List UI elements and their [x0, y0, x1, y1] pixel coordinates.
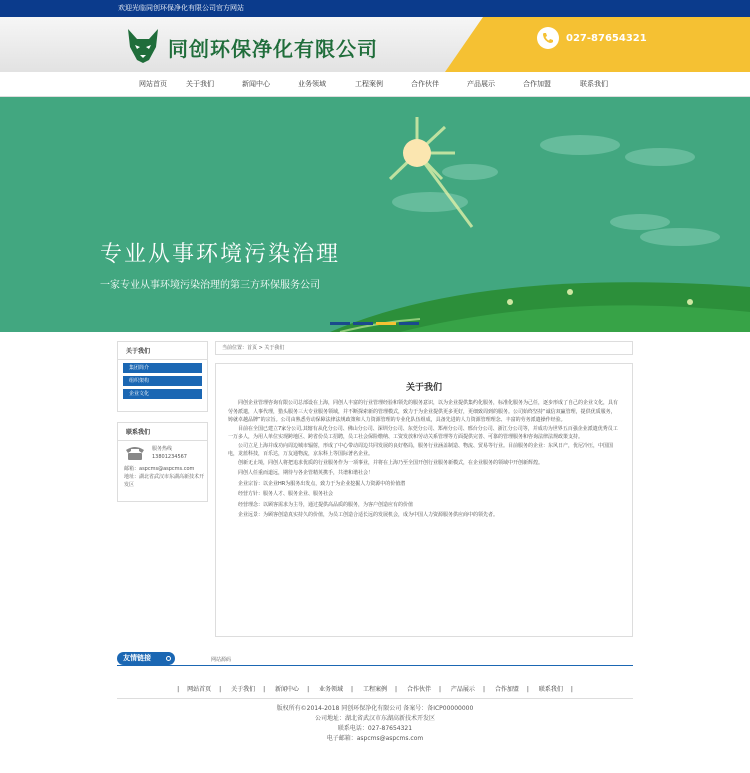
footer-nav-products[interactable]: 产品展示: [450, 686, 475, 693]
nav-contact[interactable]: 联系我们: [580, 80, 608, 88]
article-paragraph: 企业宗旨：以企业HR为服务出发点，致力于为企业挖掘人力资源中的价值潜: [238, 480, 406, 487]
footer-email: 电子邮箱：aspcms@aspcms.com: [326, 735, 424, 742]
nav-join[interactable]: 合作加盟: [523, 80, 551, 88]
contact-box: [117, 422, 208, 502]
footer-nav-home[interactable]: 网站首页: [187, 686, 212, 693]
sidebar-item-structure[interactable]: 组织架构: [123, 376, 202, 386]
about-menu: [117, 341, 208, 412]
article-paragraph: 经营理念：以顾客需求为主导，通过提供高品质的服务，为客户创造应有的价值: [238, 501, 414, 508]
article-paragraph: 创新无止境，同创人将把追求优质的行业服务作为一项事业，并将在上海乃至全国开创行业服务新模式，在企业服务的领域中开创新辉煌。: [238, 459, 544, 466]
hotline-mobile: 13801234567: [152, 454, 187, 460]
article-paragraph: 经营方针：服务人才、服务企业、服务社会: [238, 491, 334, 497]
banner-subtitle: 一家专业从事环境污染治理的第三方环保服务公司: [100, 280, 320, 291]
wolf-logo-icon[interactable]: [124, 27, 162, 65]
footer-nav: | 网站首页 | 关于我们 | 新闻中心 | 业务领域 | 工程案例 | 合作伙伴 | 产品展示 | 合作加盟 | 联系我们 |: [177, 686, 573, 693]
nav-about[interactable]: 关于我们: [186, 80, 214, 88]
banner-illustration: [0, 97, 750, 332]
article: [215, 363, 633, 637]
footer-phone: 联系电话：027-87654321: [337, 725, 413, 732]
footer-nav-contact[interactable]: 联系我们: [538, 686, 563, 693]
about-menu-title: 关于我们: [118, 342, 207, 360]
phone-icon: [537, 27, 559, 49]
hotline-number: 027-87654321: [566, 33, 647, 44]
friend-link-item[interactable]: 网站源码: [211, 657, 232, 663]
circle-icon: [166, 656, 171, 661]
phone-banner: [445, 17, 750, 72]
contact-address: 地址：湖北省武汉市东湖高新技术开发区: [124, 474, 205, 488]
contact-title: 联系我们: [118, 423, 207, 441]
telephone-icon: [124, 445, 146, 461]
friend-links: [117, 652, 633, 666]
welcome-text: 欢迎光临同创环保净化有限公司官方网站: [118, 4, 244, 12]
slide-dot-1[interactable]: [330, 322, 350, 325]
article-paragraph: 企业远景：为顾客创造真实持久的价值，为员工创造合适长远的发展机会，成为中国人力资源服务供应商中的领先者。: [238, 512, 499, 518]
article-paragraph: 目前在全国已建立7家分公司,其辖有从化分公司、佛山分公司、深圳分公司、东莞分公司、郑州分公司、邢台分公司、浙江分公司等，并成功为世界五百强企业派遣优秀员工一万多人，为用人单位实现跨地区、跨省份员工招聘，员工社会保险缴纳、工资发放和劳动关系管理等方面提供完善、可靠的管理服务和咨询法律法规政策支持。: [228, 425, 618, 440]
footer-nav-news[interactable]: 新闻中心: [275, 686, 300, 693]
hotline-label: 服务热线: [152, 446, 173, 452]
article-paragraph: 公司立足上海并成功向周边城市辐射，形成了中心带动周边共同发展的良好格局，服务行业涵盖制造、物流、贸易等行业。目前服务的企业：东风日产，优尼冷压，中国国电，龙蓝科技，百乐达，万友通物流，京东科上等国际著名企业。: [228, 442, 614, 457]
breadcrumb: 当前位置：首页 > 关于我们: [215, 341, 633, 355]
article-paragraph: 同创人任重而道远，期待与各企管精英携手，共谱和谐社会！: [238, 470, 374, 476]
footer-nav-cases[interactable]: 工程案例: [362, 686, 387, 693]
slide-dot-3[interactable]: [376, 322, 396, 325]
nav-business[interactable]: 业务领域: [298, 80, 326, 88]
nav-products[interactable]: 产品展示: [467, 80, 495, 88]
company-name: 同创环保净化有限公司: [168, 37, 378, 61]
friend-links-label: 友情链接: [123, 654, 151, 662]
footer-divider: [117, 698, 633, 699]
sidebar-item-culture[interactable]: 企业文化: [123, 389, 202, 399]
page-title: 关于我们: [405, 383, 442, 393]
main-nav: [0, 72, 750, 97]
slider-dots[interactable]: [330, 310, 422, 329]
sidebar-item-intro[interactable]: 集团简介: [123, 363, 202, 373]
slide-dot-4[interactable]: [399, 322, 419, 325]
footer-info: [0, 704, 750, 744]
footer-nav-join[interactable]: 合作加盟: [494, 686, 519, 693]
nav-partners[interactable]: 合作伙伴: [411, 80, 439, 88]
friend-links-title: [117, 652, 175, 665]
nav-home[interactable]: 网站首页: [139, 80, 167, 88]
slide-dot-2[interactable]: [353, 322, 373, 325]
footer-nav-business[interactable]: 业务领域: [319, 686, 344, 693]
footer-nav-about[interactable]: 关于我们: [231, 686, 256, 693]
sidebar: [117, 341, 208, 502]
footer-address: 公司地址：湖北省武汉市东湖高新技术开发区: [314, 715, 435, 722]
contact-email: 邮箱：aspcms@aspcms.com: [124, 466, 195, 472]
banner-title: 专业从事环境污染治理: [100, 242, 341, 267]
hero-banner: [0, 97, 750, 332]
top-bar: [0, 0, 750, 17]
nav-cases[interactable]: 工程案例: [355, 80, 383, 88]
footer-copyright: 版权所有©2014-2018 同创环保净化有限公司 备案号：备ICP00000000: [276, 705, 474, 712]
article-paragraph: 同创企业管理咨询有限公司总部设在上海，同创人丰富的行业管理经验和领先的服务意识，以为企业提供集约化服务，标准化服务为己任，逐步形成了自己的企业文化，具有劳务派遣，人事代理，猎头服务三大专业服务领域，并不断探索新的管理模式，致力于为企业提供更多更好，更细致周到的服务。公司始终坚持“诚信双赢管理，提供优质服务，铸就卓越品牌”的宗旨。公司由熟悉劳动保障法律法规政策和人力资源管理的专业化队伍组成，具备先进的人力资源管理理念、丰富的劳务派遣操作经验。: [228, 400, 619, 423]
footer-nav-partners[interactable]: 合作伙伴: [406, 686, 431, 693]
nav-news[interactable]: 新闻中心: [242, 80, 270, 88]
main-content: [215, 341, 633, 637]
